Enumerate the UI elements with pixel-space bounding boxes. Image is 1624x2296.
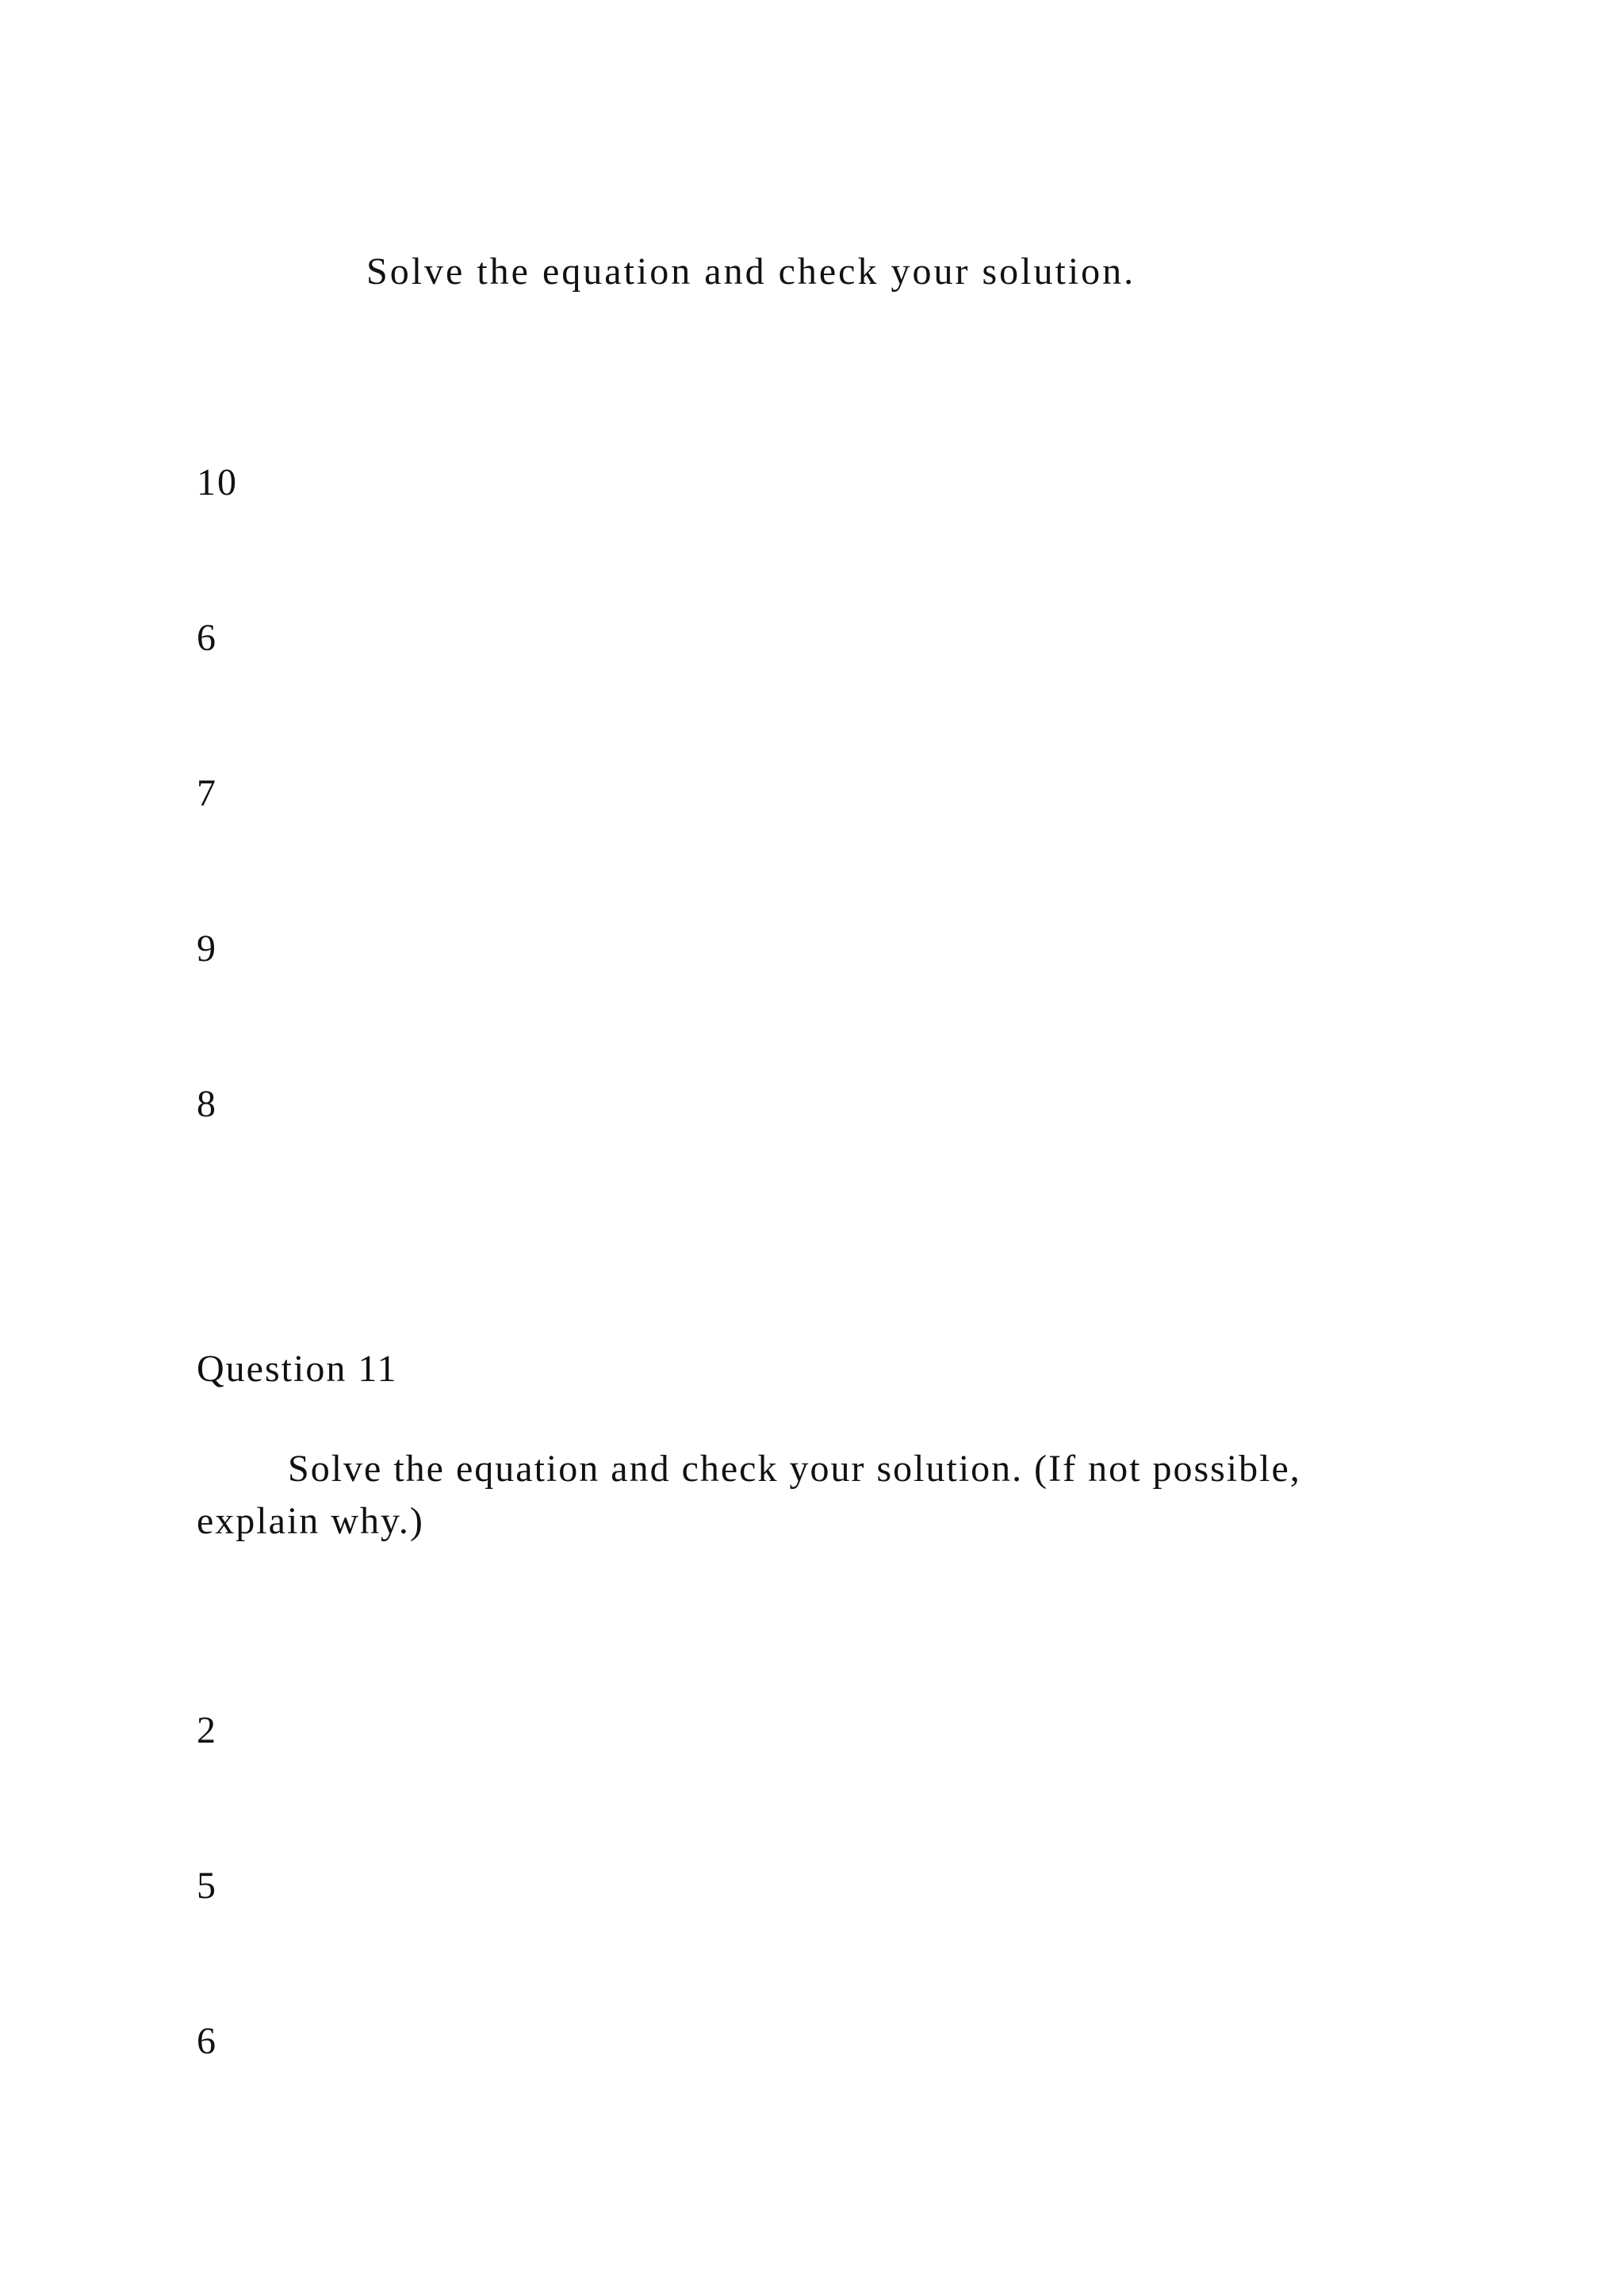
answer-option: 10 xyxy=(197,461,238,503)
question-title: Question 11 xyxy=(197,1348,398,1390)
answer-option: 2 xyxy=(197,1709,217,1751)
question-prompt: Solve the equation and check your solution. (If not possible, explain why.) xyxy=(197,1448,1301,1542)
answer-option: 9 xyxy=(197,928,217,970)
question-prompt: Solve the equation and check your solution. xyxy=(366,251,1136,293)
answer-option: 5 xyxy=(197,1865,217,1907)
answer-option: 8 xyxy=(197,1083,217,1125)
answer-option: 7 xyxy=(197,772,217,814)
answer-option: 6 xyxy=(197,2020,217,2062)
answer-option: 6 xyxy=(197,617,217,659)
